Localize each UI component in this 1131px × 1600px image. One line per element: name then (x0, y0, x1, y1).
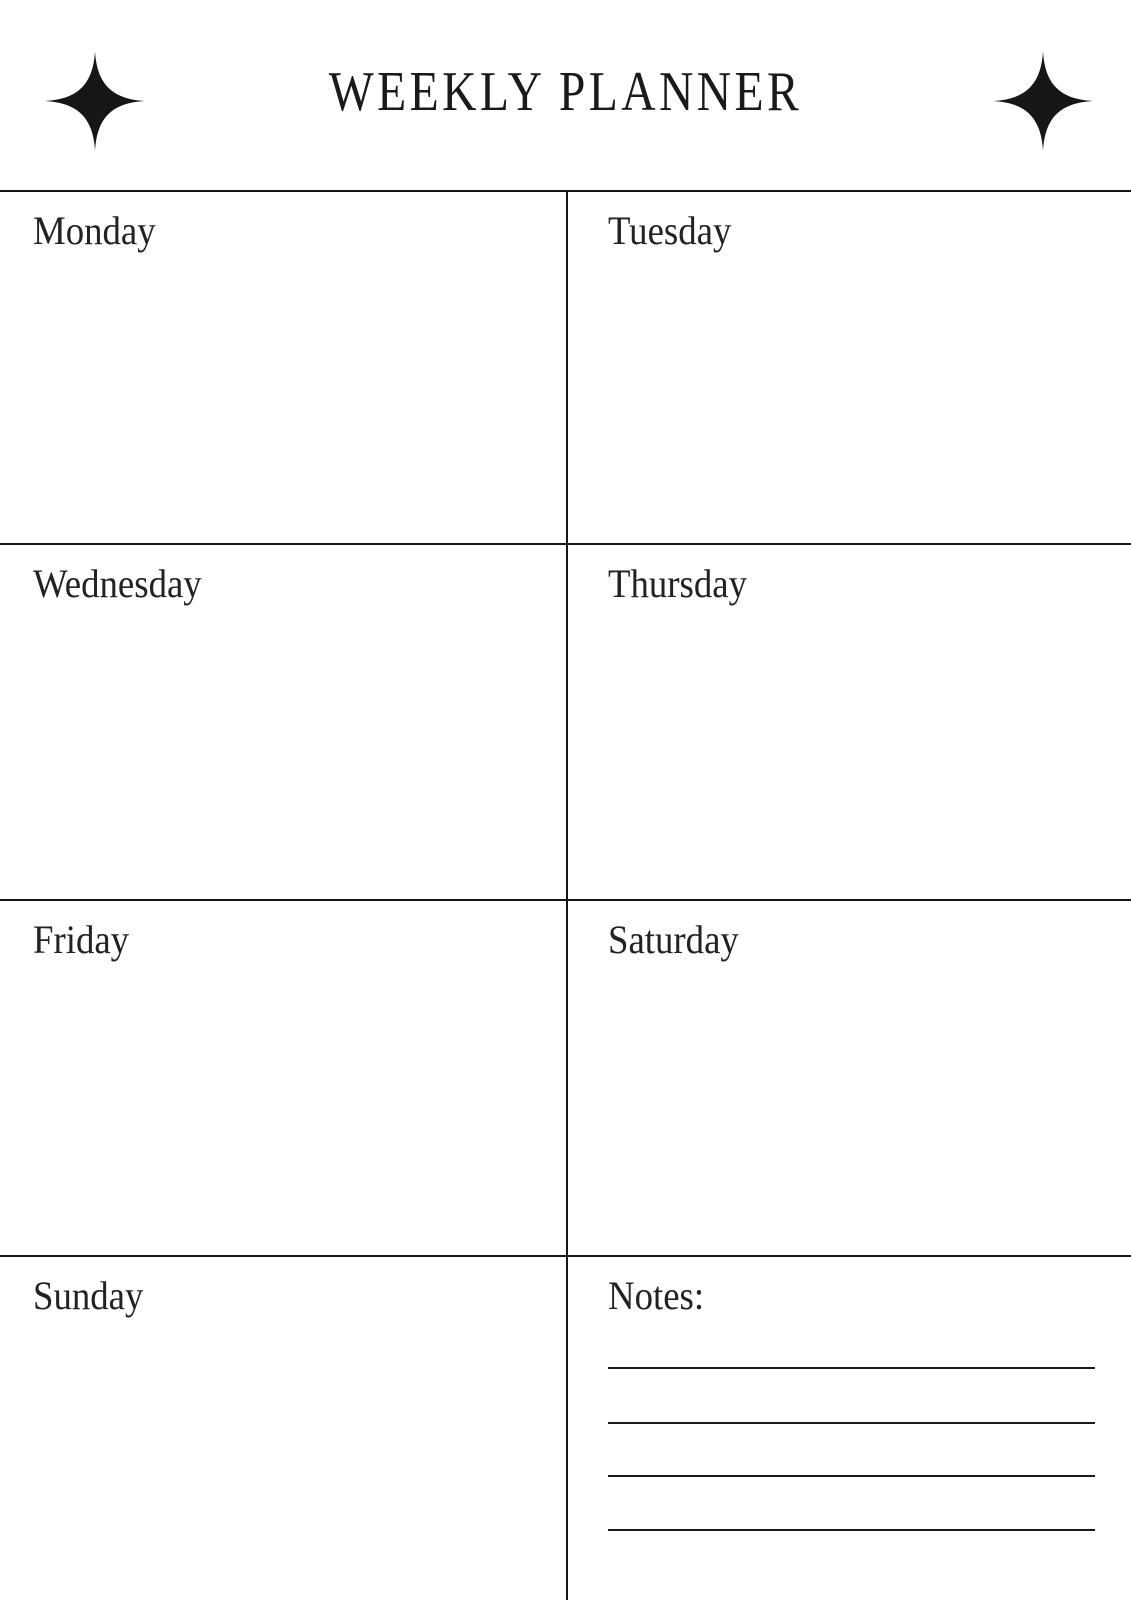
day-cell-friday (0, 899, 568, 1255)
day-label-tuesday: Tuesday (608, 208, 732, 253)
day-label-monday: Monday (33, 208, 156, 253)
day-label-friday: Friday (33, 917, 130, 962)
note-writing-line (608, 1475, 1095, 1477)
day-cell-saturday (568, 899, 1131, 1255)
planner-header (0, 0, 1131, 190)
day-cell-thursday (568, 543, 1131, 899)
day-cell-tuesday (568, 190, 1131, 543)
day-cell-monday (0, 190, 568, 543)
notes-label: Notes: (608, 1273, 705, 1318)
day-label-wednesday: Wednesday (33, 561, 202, 606)
sparkle-icon (993, 49, 1093, 153)
day-cell-sunday (0, 1255, 568, 1600)
notes-cell (568, 1255, 1131, 1600)
note-writing-line (608, 1529, 1095, 1531)
note-writing-line (608, 1422, 1095, 1424)
page-title: WEEKLY PLANNER (328, 61, 803, 123)
day-cell-wednesday (0, 543, 568, 899)
day-label-thursday: Thursday (608, 561, 747, 606)
planner-grid (0, 190, 1131, 1600)
day-label-sunday: Sunday (33, 1273, 144, 1318)
day-label-saturday: Saturday (608, 917, 739, 962)
note-writing-line (608, 1367, 1095, 1369)
